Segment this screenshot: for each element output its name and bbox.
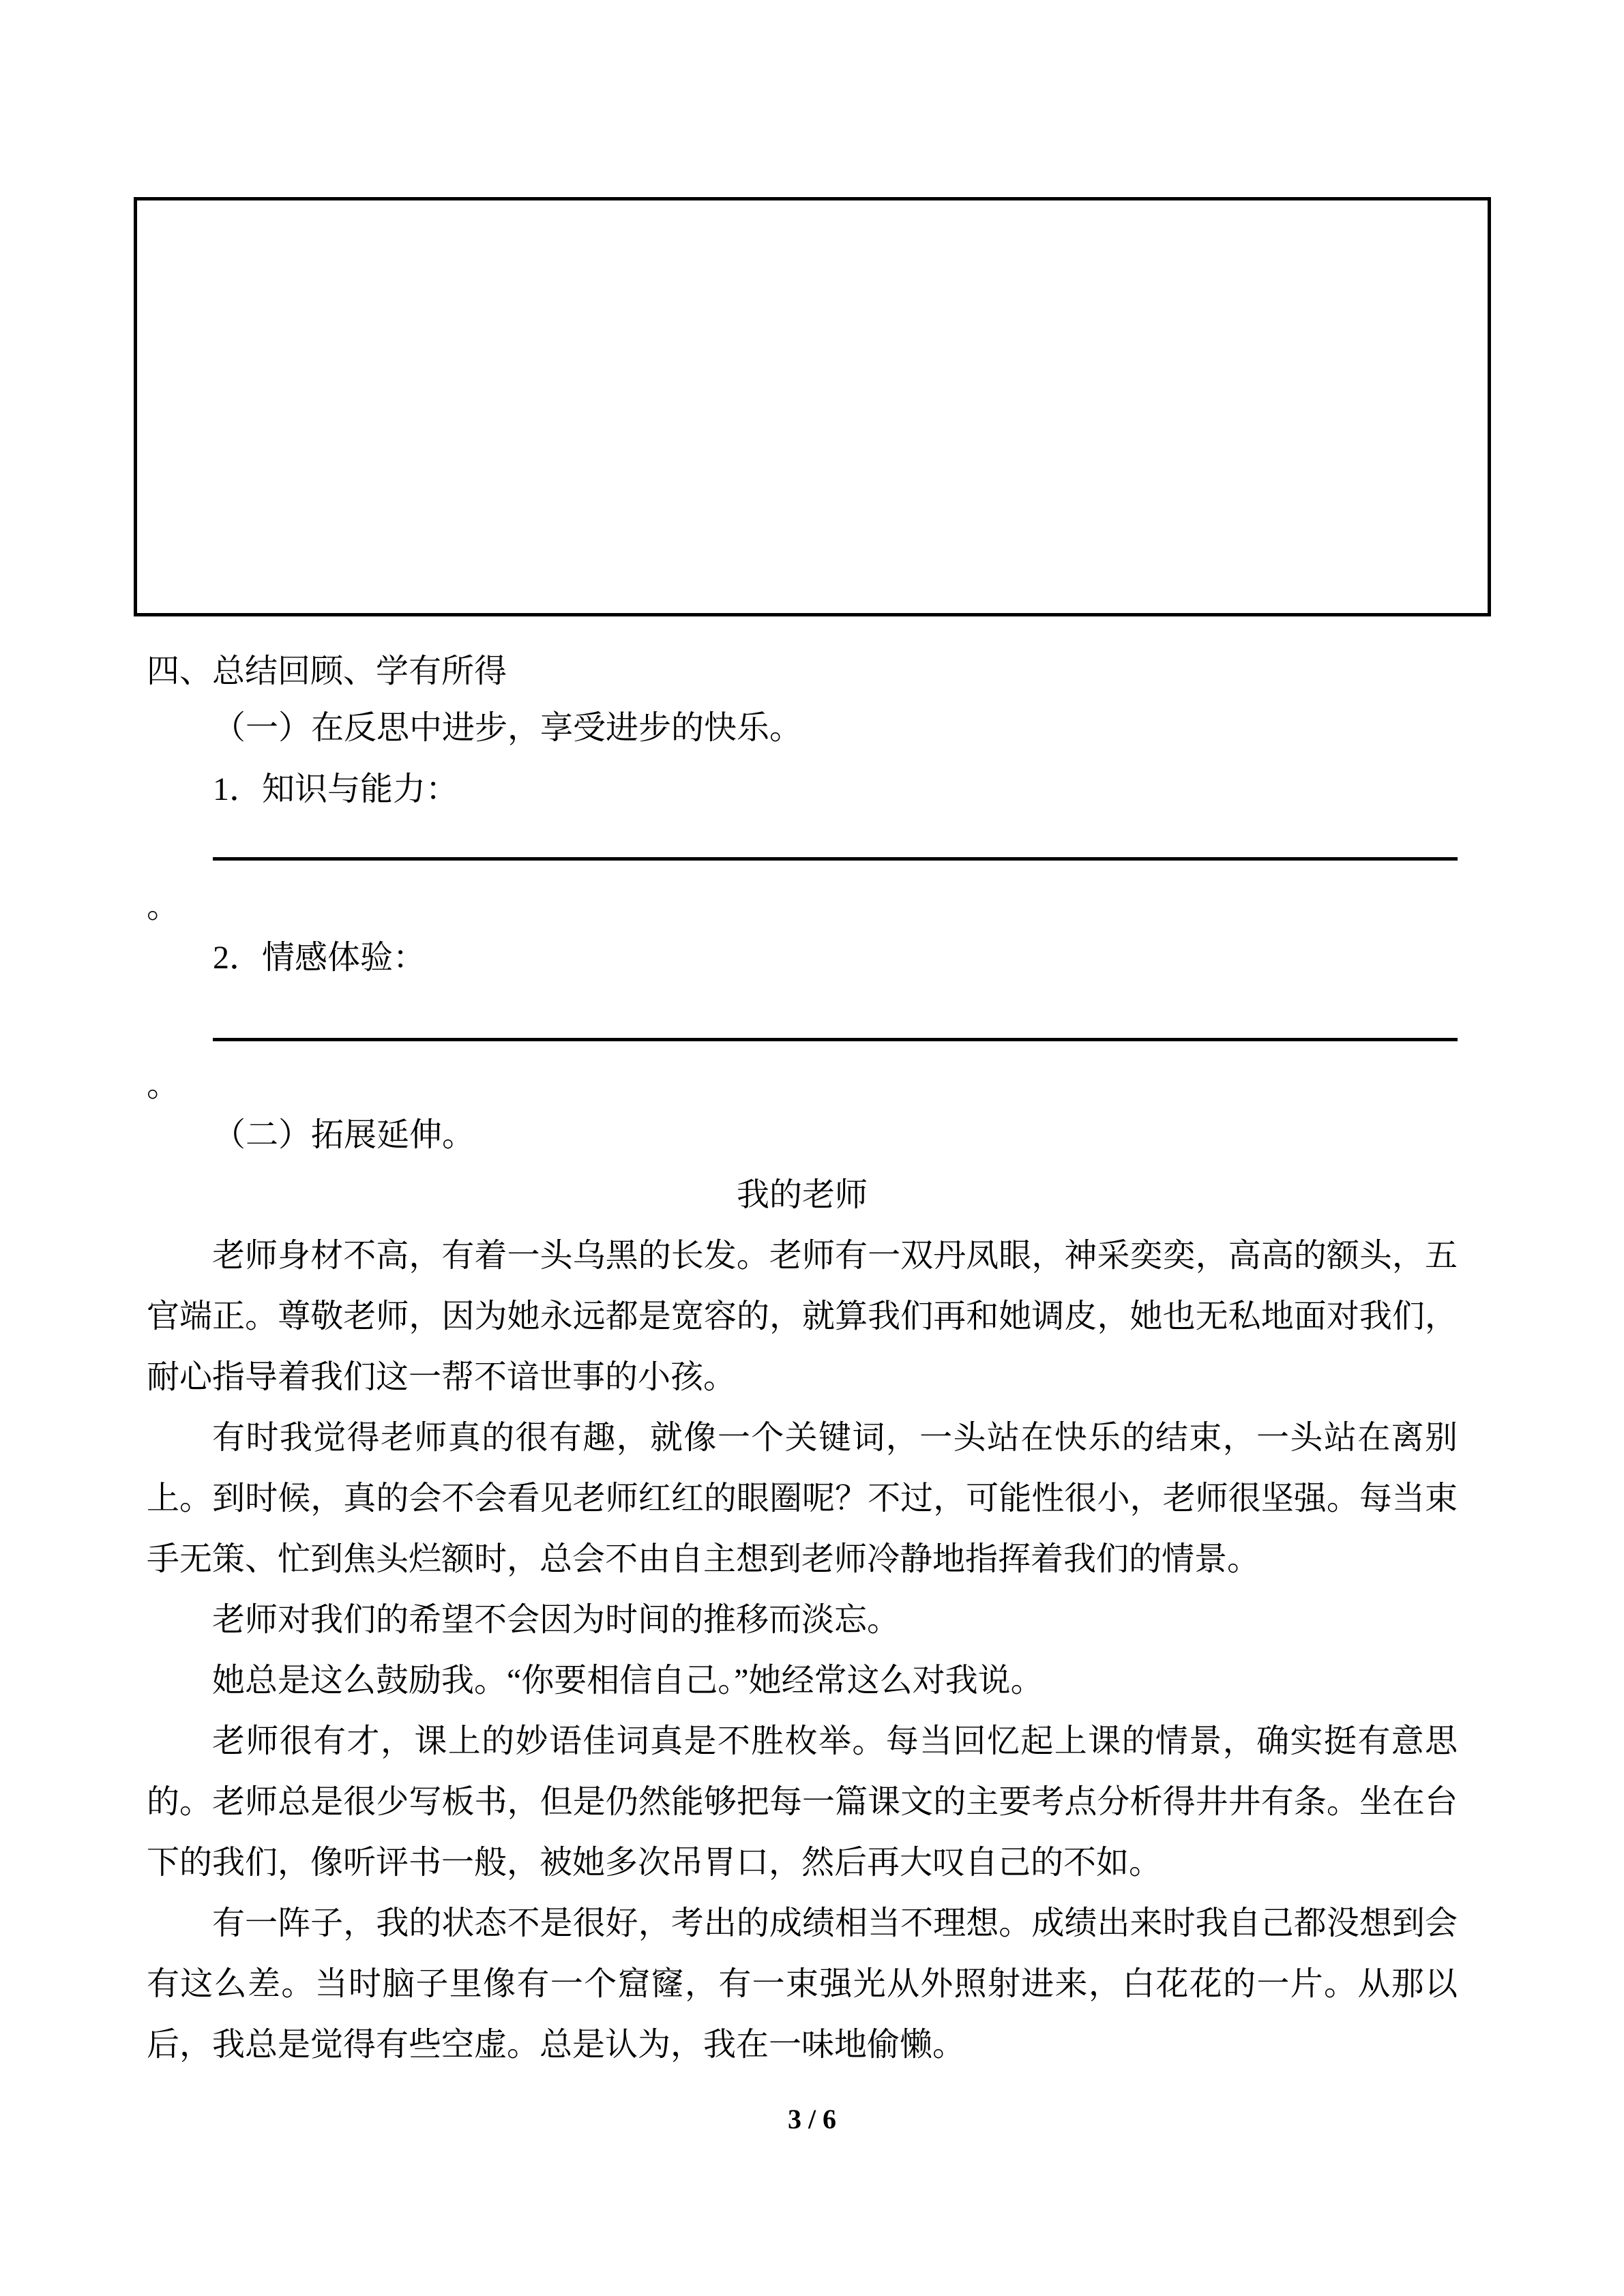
essay-paragraph: 老师很有才，课上的妙语佳词真是不胜枚举。每当回忆起上课的情景，确实挺有意思的。老师总是很少写板书，但是仍然能够把每一篇课文的主要考点分析得井井有条。坐在台下的我们，像听评书一般，被她多次吊胃口，然后再大叹自己的不如。 — [147, 1723, 1458, 1881]
empty-answer-box — [134, 197, 1491, 616]
item-emotional-experience-label: 2．情感体验： — [213, 940, 426, 976]
essay-title: 我的老师 — [736, 1177, 868, 1213]
period-after-blank-1: 。 — [147, 889, 180, 925]
subsection-one-label: （一）在反思中进步，享受进步的快乐。 — [213, 710, 803, 746]
item-knowledge-ability-label: 1．知识与能力： — [213, 771, 459, 807]
essay-block — [147, 1165, 1458, 2075]
fill-in-blank-line-1 — [213, 857, 1458, 861]
page-number: 3 / 6 — [787, 2104, 837, 2134]
essay-paragraph: 她总是这么鼓励我。“你要相信自己。”她经常这么对我说。 — [212, 1663, 1044, 1699]
essay-paragraph: 有时我觉得老师真的很有趣，就像一个关键词，一头站在快乐的结束，一头站在离别上。到时候，真的会不会看见老师红红的眼圈呢？不过，可能性很小，老师很坚强。每当束手无策、忙到焦头烂额时，总会不由自主想到老师冷静地指挥着我们的情景。 — [147, 1420, 1458, 1577]
subsection-two-label: （二）拓展延伸。 — [213, 1117, 475, 1153]
essay-paragraph: 老师身材不高，有着一头乌黑的长发。老师有一双丹凤眼，神采奕奕，高高的额头，五官端正。尊敬老师，因为她永远都是宽容的，就算我们再和她调皮，她也无私地面对我们，耐心指导着我们这一帮不谙世事的小孩。 — [147, 1238, 1458, 1395]
period-after-blank-2: 。 — [147, 1067, 180, 1103]
fill-in-blank-line-2 — [213, 1038, 1458, 1041]
essay-paragraph: 有一阵子，我的状态不是很好，考出的成绩相当不理想。成绩出来时我自己都没想到会有这么差。当时脑子里像有一个窟窿，有一束强光从外照射进来，白花花的一片。从那以后，我总是觉得有些空虚。总是认为，我在一味地偷懒。 — [147, 1905, 1458, 2063]
section-heading: 四、总结回顾、学有所得 — [147, 653, 507, 689]
essay-paragraph: 老师对我们的希望不会因为时间的推移而淡忘。 — [212, 1602, 900, 1638]
